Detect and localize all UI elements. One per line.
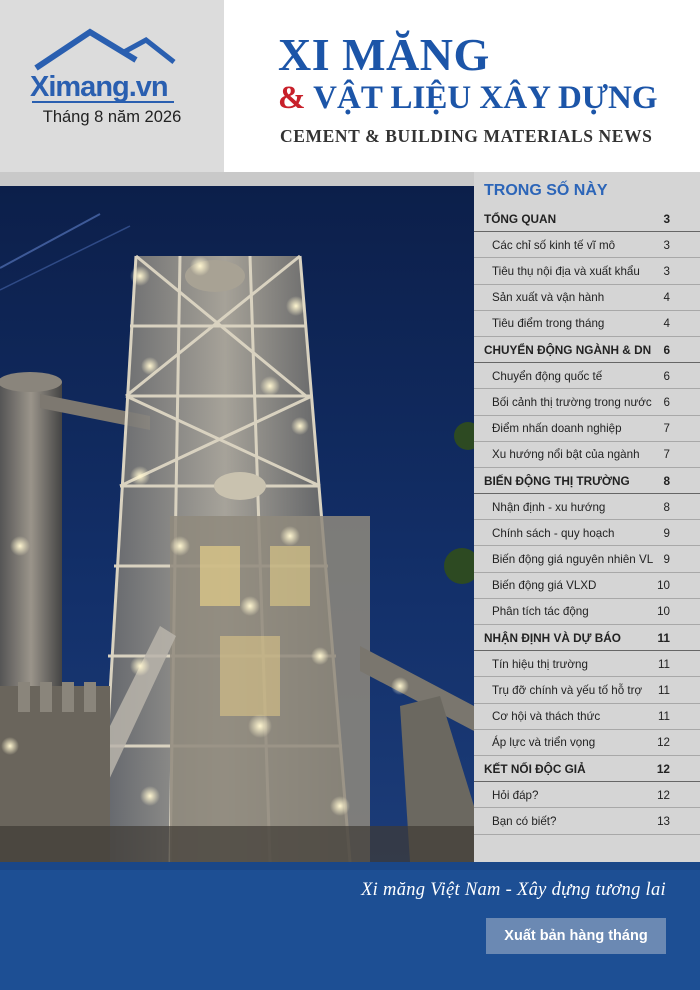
- toc-item[interactable]: [474, 389, 700, 415]
- toc-section[interactable]: [474, 468, 700, 494]
- toc-item[interactable]: [474, 677, 700, 703]
- toc-page-number: 11: [657, 683, 670, 697]
- toc-item[interactable]: [474, 285, 700, 311]
- toc-label: Hỏi đáp?: [492, 788, 539, 802]
- toc-list: [474, 206, 700, 835]
- toc-item[interactable]: [474, 730, 700, 756]
- ximang-logo: [28, 28, 178, 108]
- toc-label: Tín hiệu thị trường: [492, 657, 588, 671]
- toc-item[interactable]: [474, 311, 700, 337]
- toc-page-number: 3: [663, 212, 670, 227]
- toc-divider: [474, 834, 700, 835]
- toc-label: Biến động giá VLXD: [492, 579, 597, 593]
- toc-label: NHẬN ĐỊNH VÀ DỰ BÁO: [484, 631, 621, 646]
- title-ampersand: &: [278, 80, 306, 116]
- toc-label: Sản xuất và vận hành: [492, 291, 605, 305]
- toc-label: Các chỉ số kinh tế vĩ mô: [492, 238, 616, 252]
- toc-page-number: 12: [656, 762, 670, 777]
- toc-page-number: 8: [663, 500, 670, 514]
- toc-label: Chuyển động quốc tế: [492, 369, 603, 383]
- toc-label: Áp lực và triển vọng: [492, 736, 596, 750]
- toc-page-number: 4: [663, 317, 670, 331]
- toc-item[interactable]: [474, 363, 700, 389]
- toc-page-number: 9: [663, 526, 670, 540]
- logo-wordmark: Ximang.vn: [30, 71, 168, 103]
- masthead: [224, 0, 700, 172]
- toc-item[interactable]: [474, 782, 700, 808]
- toc-label: Tiêu thụ nội địa và xuất khẩu: [492, 264, 640, 278]
- toc-label: Bối cảnh thị trường trong nước: [492, 395, 652, 409]
- toc-item[interactable]: [474, 520, 700, 546]
- toc-heading: TRONG SỐ NÀY: [484, 182, 608, 199]
- toc-page-number: 6: [663, 369, 670, 383]
- toc-item[interactable]: [474, 416, 700, 442]
- title-building-materials: [278, 80, 658, 117]
- toc-section[interactable]: [474, 625, 700, 651]
- cover-photo-cement-plant: [0, 186, 474, 862]
- toc-page-number: 12: [657, 736, 670, 750]
- toc-page-number: 8: [663, 473, 670, 488]
- toc-page-number: 12: [657, 788, 670, 802]
- title-line2-text: VẬT LIỆU XÂY DỰNG: [313, 80, 658, 116]
- toc-section[interactable]: [474, 337, 700, 363]
- toc-item[interactable]: [474, 808, 700, 834]
- toc-label: Phân tích tác động: [492, 605, 589, 619]
- title-english: CEMENT & BUILDING MATERIALS NEWS: [280, 126, 653, 146]
- toc-page-number: 13: [657, 814, 670, 828]
- toc-item[interactable]: [474, 494, 700, 520]
- slogan: Xi măng Việt Nam - Xây dựng tương lai: [361, 880, 666, 900]
- toc-item[interactable]: [474, 442, 700, 468]
- toc-item[interactable]: [474, 258, 700, 284]
- toc-page-number: 3: [663, 238, 670, 252]
- toc-page-number: 7: [663, 422, 670, 436]
- toc-item[interactable]: [474, 546, 700, 572]
- toc-item[interactable]: [474, 232, 700, 258]
- footer: [0, 862, 700, 990]
- toc-label: Bạn có biết?: [492, 814, 557, 828]
- toc-label: CHUYỂN ĐỘNG NGÀNH & DN: [484, 343, 652, 358]
- header-logo-panel: [0, 0, 224, 172]
- toc-page-number: 4: [663, 291, 670, 305]
- toc-page-number: 6: [663, 395, 670, 409]
- toc-item[interactable]: [474, 651, 700, 677]
- toc-page-number: 7: [663, 448, 670, 462]
- toc-item[interactable]: [474, 704, 700, 730]
- title-cement: XI MĂNG: [278, 29, 490, 80]
- toc-page-number: 10: [657, 579, 670, 593]
- toc-label: TỔNG QUAN: [484, 212, 557, 227]
- toc-page-number: 10: [657, 605, 670, 619]
- toc-label: Tiêu điểm trong tháng: [492, 317, 605, 331]
- toc-section[interactable]: [474, 756, 700, 782]
- table-of-contents: [474, 172, 700, 862]
- toc-label: KẾT NỐI ĐỘC GIẢ: [484, 762, 586, 777]
- toc-page-number: 11: [657, 657, 670, 671]
- toc-label: Chính sách - quy hoạch: [492, 526, 615, 540]
- toc-item[interactable]: [474, 573, 700, 599]
- toc-label: Biến động giá nguyên nhiên VL: [492, 553, 654, 567]
- toc-page-number: 9: [663, 553, 670, 567]
- toc-label: Điểm nhấn doanh nghiệp: [492, 422, 622, 436]
- footer-stripe: [0, 862, 700, 870]
- toc-label: Xu hướng nổi bật của ngành: [492, 448, 640, 462]
- issue-date: Tháng 8 năm 2026: [42, 108, 182, 126]
- toc-label: Cơ hội và thách thức: [492, 710, 601, 724]
- toc-page-number: 11: [657, 710, 670, 724]
- toc-label: BIẾN ĐỘNG THỊ TRƯỜNG: [484, 473, 630, 488]
- toc-label: Trụ đỡ chính và yếu tố hỗ trợ: [492, 683, 643, 697]
- toc-page-number: 3: [663, 264, 670, 278]
- monthly-publication-button[interactable]: Xuất bản hàng tháng: [486, 918, 666, 954]
- toc-label: Nhận định - xu hướng: [492, 500, 606, 514]
- toc-page-number: 11: [657, 631, 670, 646]
- toc-section[interactable]: [474, 206, 700, 232]
- toc-page-number: 6: [663, 343, 670, 358]
- toc-item[interactable]: [474, 599, 700, 625]
